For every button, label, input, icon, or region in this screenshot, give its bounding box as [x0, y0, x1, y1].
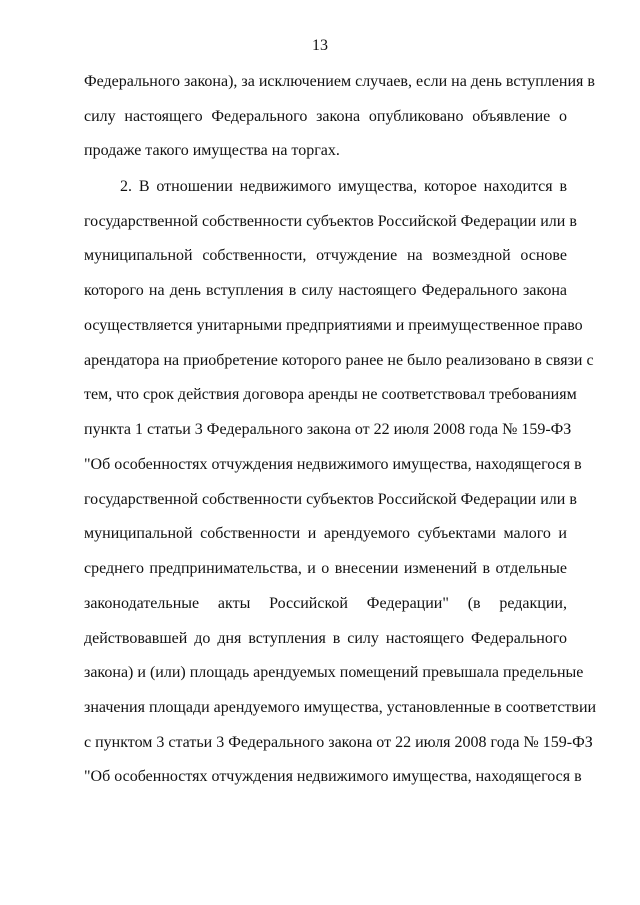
text-line-17: действовавшей до дня вступления в силу настоящего Федерального [84, 630, 567, 647]
text-line-19: значения площади арендуемого имущества, установленные в соответствии [84, 699, 597, 716]
text-line-2: силу настоящего Федерального закона опубликовано объявление о [84, 108, 567, 125]
text-line-13: государственной собственности субъектов Российской Федерации или в [84, 491, 577, 508]
text-line-16: законодательные акты Российской Федерации" (в редакции, [84, 595, 567, 612]
text-line-21: "Об особенностях отчуждения недвижимого имущества, находящегося в [84, 768, 582, 785]
text-line-4: 2. В отношении недвижимого имущества, которое находится в [120, 178, 567, 195]
text-line-7: которого на день вступления в силу настоящего Федерального закона [84, 282, 567, 299]
text-line-3: продаже такого имущества на торгах. [84, 142, 340, 159]
text-line-14: муниципальной собственности и арендуемого субъектами малого и [84, 525, 567, 542]
text-line-8: осуществляется унитарными предприятиями и преимущественное право [84, 317, 583, 334]
text-line-9: арендатора на приобретение которого ранее не было реализовано в связи с [84, 352, 594, 369]
text-line-1: Федерального закона), за исключением случаев, если на день вступления в [84, 73, 595, 90]
page-number: 13 [312, 37, 328, 54]
text-line-18: закона) и (или) площадь арендуемых помещений превышала предельные [84, 664, 584, 681]
text-line-6: муниципальной собственности, отчуждение на возмездной основе [84, 247, 567, 264]
text-line-10: тем, что срок действия договора аренды не соответствовал требованиям [84, 386, 577, 403]
text-line-5: государственной собственности субъектов Российской Федерации или в [84, 213, 577, 230]
text-line-11: пункта 1 статьи 3 Федерального закона от 22 июля 2008 года № 159-ФЗ [84, 421, 572, 438]
text-line-20: с пунктом 3 статьи 3 Федерального закона от 22 июля 2008 года № 159-ФЗ [84, 734, 593, 751]
text-line-12: "Об особенностях отчуждения недвижимого имущества, находящегося в [84, 456, 582, 473]
text-line-15: среднего предпринимательства, и о внесении изменений в отдельные [84, 560, 567, 577]
